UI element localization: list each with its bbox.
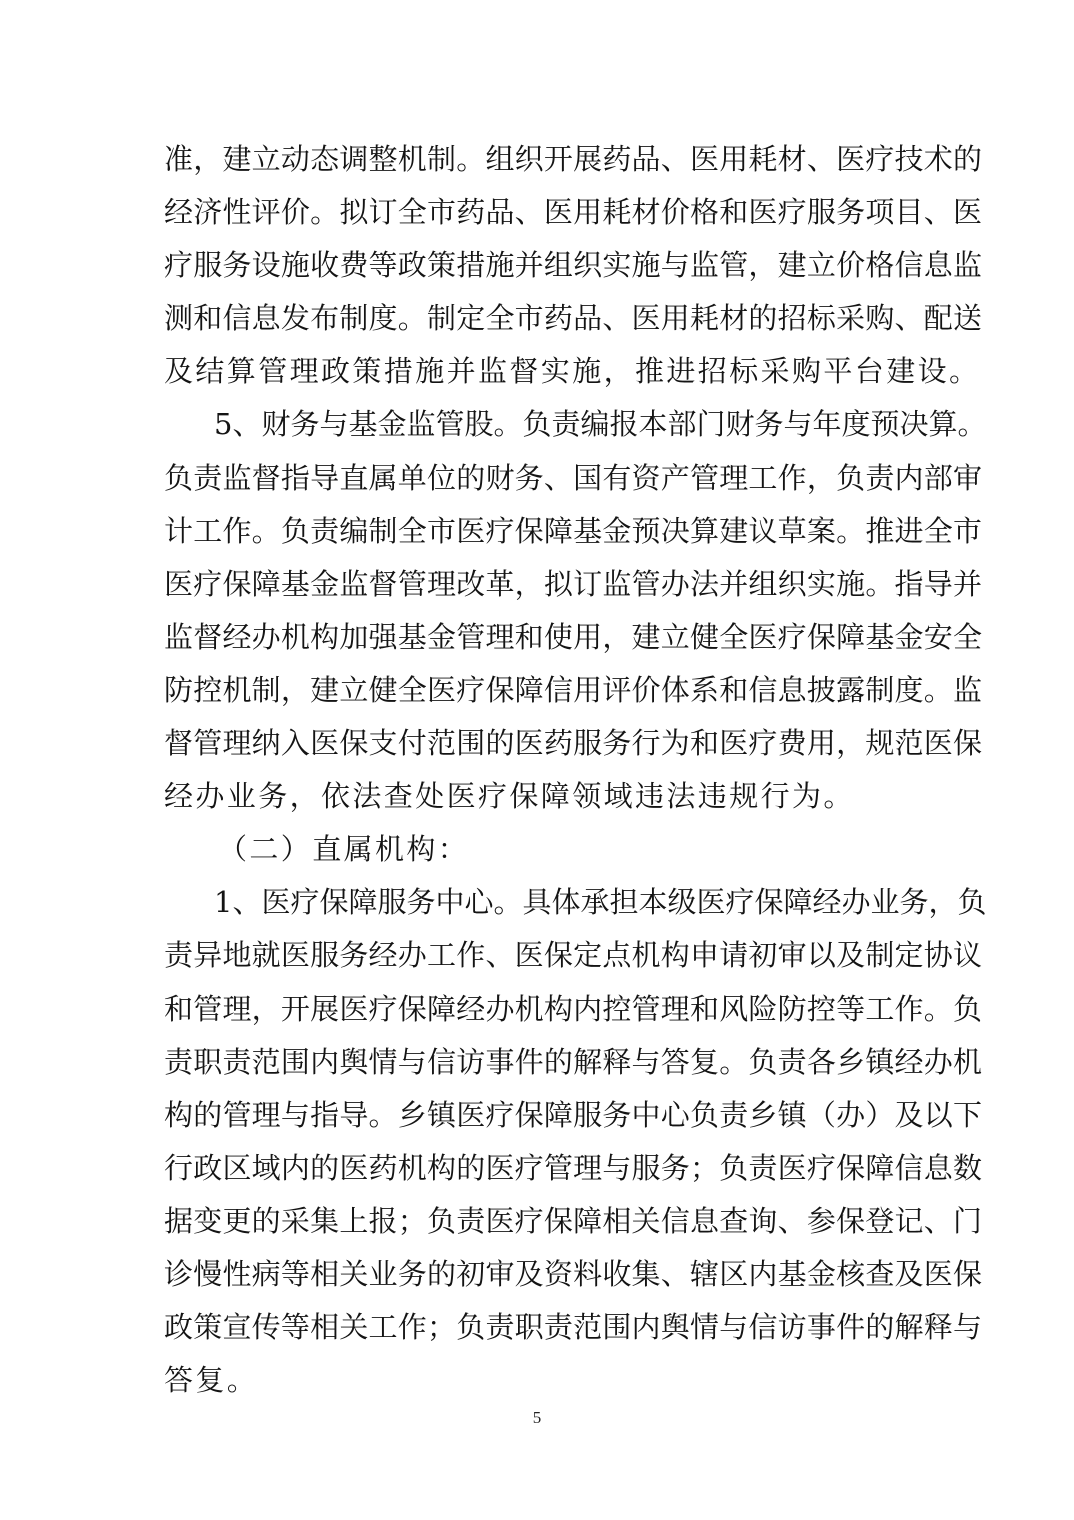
text-line: 及结算管理政策措施并监督实施，推进招标采购平台建设。: [164, 354, 981, 389]
text-line: 疗服务设施收费等政策措施并组织实施与监管，建立价格信息监: [164, 248, 982, 283]
paragraph-start-line: 1、医疗保障服务中心。具体承担本级医疗保障经办业务，负: [214, 885, 987, 920]
text-line: 督管理纳入医保支付范围的医药服务行为和医疗费用，规范医保: [164, 726, 982, 761]
section-heading: （二）直属机构：: [218, 832, 470, 867]
text-line: 负责监督指导直属单位的财务、国有资产管理工作，负责内部审: [164, 460, 982, 495]
text-line: 构的管理与指导。乡镇医疗保障服务中心负责乡镇（办）及以下: [164, 1097, 982, 1132]
text-line: 防控机制，建立健全医疗保障信用评价体系和信息披露制度。监: [164, 672, 982, 707]
text-line: 行政区域内的医药机构的医疗管理与服务；负责医疗保障信息数: [164, 1150, 982, 1185]
text-line: 和管理，开展医疗保障经办机构内控管理和风险防控等工作。负: [164, 991, 982, 1026]
body-text: [164, 133, 987, 1407]
text-line: 经济性评价。拟订全市药品、医用耗材价格和医疗服务项目、医: [164, 195, 982, 230]
text-line: 医疗保障基金监督管理改革，拟订监管办法并组织实施。指导并: [164, 566, 982, 601]
text-line: 监督经办机构加强基金管理和使用，建立健全医疗保障基金安全: [164, 619, 982, 654]
text-line: 政策宣传等相关工作；负责职责范围内舆情与信访事件的解释与: [164, 1310, 982, 1345]
text-line: 准，建立动态调整机制。组织开展药品、医用耗材、医疗技术的: [164, 142, 982, 176]
text-line: 计工作。负责编制全市医疗保障基金预决算建议草案。推进全市: [164, 513, 982, 548]
paragraph-start-line: 5、财务与基金监管股。负责编报本部门财务与年度预决算。: [214, 407, 987, 442]
page-number: 5: [532, 1408, 542, 1427]
text-line: 答复。: [164, 1363, 259, 1398]
text-line: 责职责范围内舆情与信访事件的解释与答复。负责各乡镇经办机: [164, 1044, 982, 1079]
text-line: 诊慢性病等相关业务的初审及资料收集、辖区内基金核查及医保: [164, 1256, 982, 1291]
text-line: 测和信息发布制度。制定全市药品、医用耗材的招标采购、配送: [164, 301, 982, 336]
text-line: 经办业务，依法查处医疗保障领域违法违规行为。: [164, 779, 855, 814]
text-line: 据变更的采集上报；负责医疗保障相关信息查询、参保登记、门: [164, 1203, 982, 1238]
text-line: 责异地就医服务经办工作、医保定点机构申请初审以及制定协议: [164, 938, 982, 973]
